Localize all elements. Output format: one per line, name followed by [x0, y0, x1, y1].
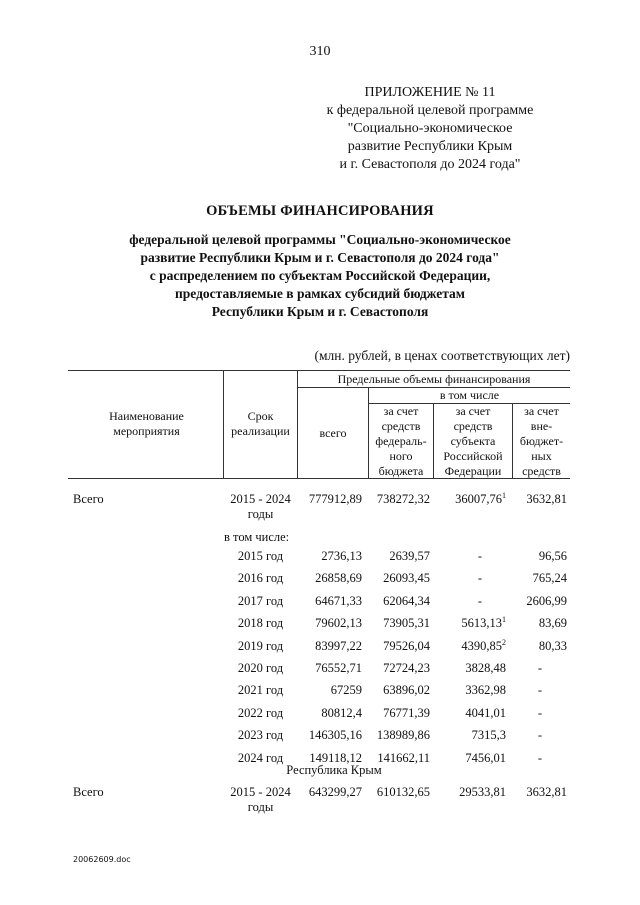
cell-year: [224, 594, 297, 609]
cell-subj: [444, 571, 516, 586]
header-subj: [434, 404, 512, 479]
header-subj-line: Федерации: [444, 464, 502, 478]
cell-value: 5613,13: [461, 616, 502, 630]
cell-extra: [513, 728, 567, 743]
cell-value: 26858,69: [315, 571, 362, 585]
cell-year: [224, 728, 297, 743]
row-name: Всего: [73, 785, 104, 799]
header-subj-line: за счет: [455, 404, 491, 418]
cell-value: 26093,45: [383, 571, 430, 585]
cell-value: 2639,57: [389, 549, 430, 563]
cell-value: -: [537, 728, 543, 742]
cell-extra: [513, 549, 567, 564]
section-crimea-label: Республика Крым: [286, 763, 382, 777]
subtitle-line-3: с распределением по субъектам Российской Федерации,: [149, 268, 491, 283]
subtitle-line-2: развитие Республики Крым и г. Севастополя до 2024 года": [140, 250, 500, 265]
cell-extra: [513, 661, 567, 676]
cell-value: -: [477, 571, 483, 585]
cell-value: 80,33: [538, 639, 567, 653]
row-total: 643299,27: [308, 785, 362, 799]
cell-subj: [434, 751, 506, 766]
header-extra-line: ных: [531, 449, 552, 463]
header-subj-line: Российской: [443, 449, 503, 463]
row-subj-value: 36007,76: [455, 492, 502, 506]
cell-total: [298, 728, 362, 743]
cell-value: 62064,34: [383, 594, 430, 608]
cell-extra: [513, 751, 567, 766]
cell-value: 79526,04: [383, 639, 430, 653]
cell-fed: [369, 639, 430, 654]
header-fed-line: средств: [381, 419, 421, 433]
document-title: ОБЪЕМЫ ФИНАНСИРОВАНИЯ: [206, 203, 434, 219]
file-name-footer: 20062609.doc: [73, 855, 131, 864]
cell-value: 2606,99: [526, 594, 567, 608]
cell-subj: [434, 728, 506, 743]
cell-year: [224, 639, 297, 654]
cell-value: 2019 год: [237, 639, 284, 653]
row-fed: 610132,65: [376, 785, 430, 799]
cell-value: 64671,33: [315, 594, 362, 608]
cell-fed: [369, 594, 430, 609]
footnote-marker: 1: [502, 490, 506, 500]
cell-value: 67259: [330, 683, 362, 697]
cell-value: 7315,3: [471, 728, 506, 742]
row-term-line-2: годы: [247, 507, 274, 521]
cell-value: 83997,22: [315, 639, 362, 653]
cell-subj: [444, 594, 516, 609]
cell-value: 2018 год: [237, 616, 284, 630]
subtitle-line-4: предоставляемые в рамках субсидий бюджетам: [174, 286, 465, 301]
cell-total: [298, 706, 362, 721]
cell-year: [224, 706, 297, 721]
cell-year: [224, 661, 297, 676]
units-note: (млн. рублей, в ценах соответствующих лет): [314, 348, 570, 363]
header-limit: Предельные объемы финансирования: [337, 372, 531, 386]
row-term-line-1: 2015 - 2024: [230, 492, 291, 506]
cell-total: [298, 639, 362, 654]
appendix-line-1: ПРИЛОЖЕНИЕ № 11: [364, 85, 496, 100]
cell-total: [298, 594, 362, 609]
cell-subj: [444, 549, 516, 564]
header-fed: [369, 404, 433, 479]
cell-extra: [513, 594, 567, 609]
incl-label: в том числе:: [224, 530, 290, 544]
row-subj: 29533,81: [459, 785, 506, 799]
cell-value: 2016 год: [237, 571, 284, 585]
cell-year: [224, 549, 297, 564]
cell-value: 2020 год: [237, 661, 284, 675]
cell-total: [298, 616, 362, 631]
row-extra: 3632,81: [526, 492, 567, 506]
header-fed-line: ного: [389, 449, 413, 463]
cell-value: -: [537, 706, 543, 720]
cell-value: 79602,13: [315, 616, 362, 630]
cell-value: 3828,48: [465, 661, 506, 675]
header-extra-line: бюджет-: [519, 434, 564, 448]
cell-extra: [513, 616, 567, 631]
header-subj-line: субъекта: [450, 434, 496, 448]
header-name-line-2: мероприятия: [113, 424, 180, 438]
appendix-line-4: развитие Республики Крым: [347, 139, 513, 154]
cell-fed: [369, 683, 430, 698]
cell-value: -: [477, 549, 483, 563]
cell-fed: [369, 706, 430, 721]
header-term: [224, 409, 297, 439]
cell-value: 2022 год: [237, 706, 284, 720]
cell-value: 96,56: [538, 549, 567, 563]
page-number: 310: [309, 44, 331, 59]
header-name: [70, 409, 223, 439]
row-fed: 738272,32: [376, 492, 430, 506]
header-fed-line: федераль-: [375, 434, 427, 448]
header-extra-line: вне-: [530, 419, 553, 433]
cell-subj: [434, 683, 506, 698]
cell-value: 76552,71: [315, 661, 362, 675]
cell-value: 2021 год: [237, 683, 284, 697]
cell-value: 73905,31: [383, 616, 430, 630]
header-subj-line: средств: [453, 419, 493, 433]
row-extra: 3632,81: [526, 785, 567, 799]
footnote-marker: 2: [502, 637, 506, 647]
cell-value: 2024 год: [237, 751, 284, 765]
cell-fed: [369, 661, 430, 676]
header-fed-line: бюджета: [378, 464, 424, 478]
header-total: всего: [319, 426, 347, 440]
header-extra-line: за счет: [524, 404, 559, 418]
cell-value: 138989,86: [376, 728, 430, 742]
cell-value: 141662,11: [377, 751, 430, 765]
cell-year: [224, 616, 297, 631]
cell-subj: [434, 661, 506, 676]
cell-value: 76771,39: [383, 706, 430, 720]
cell-total: [298, 661, 362, 676]
header-extra-line: средств: [522, 464, 561, 478]
cell-subj: [434, 616, 506, 631]
cell-subj: [434, 639, 506, 654]
row-total: 777912,89: [308, 492, 362, 506]
row-term-line-2: годы: [247, 800, 274, 814]
cell-value: 4390,85: [461, 639, 502, 653]
cell-fed: [369, 549, 430, 564]
header-term-line-1: Срок: [247, 409, 274, 423]
cell-value: 4041,01: [465, 706, 506, 720]
subtitle-line-1: федеральной целевой программы "Социально-экономическое: [129, 232, 511, 247]
cell-value: 2017 год: [237, 594, 284, 608]
header-extra: [513, 404, 570, 479]
row-term-line-1: 2015 - 2024: [230, 785, 291, 799]
cell-value: 63896,02: [383, 683, 430, 697]
appendix-line-2: к федеральной целевой программе: [326, 103, 534, 118]
cell-extra: [513, 571, 567, 586]
cell-value: 80812,4: [321, 706, 362, 720]
header-term-line-2: реализации: [231, 424, 290, 438]
subtitle-line-5: Республики Крым и г. Севастополя: [211, 304, 429, 319]
cell-value: 149118,12: [309, 751, 362, 765]
cell-total: [298, 549, 362, 564]
footnote-marker: 1: [502, 614, 506, 624]
row-subj: [434, 492, 506, 507]
cell-fed: [369, 571, 430, 586]
row-name: Всего: [73, 492, 104, 506]
cell-extra: [513, 683, 567, 698]
cell-value: 83,69: [538, 616, 567, 630]
cell-extra: [513, 706, 567, 721]
cell-value: -: [537, 751, 543, 765]
cell-value: 72724,23: [383, 661, 430, 675]
cell-value: 2023 год: [237, 728, 284, 742]
header-fed-line: за счет: [383, 404, 419, 418]
cell-value: -: [537, 683, 543, 697]
cell-value: 2736,13: [321, 549, 362, 563]
appendix-line-3: "Социально-экономическое: [347, 121, 513, 136]
cell-value: 3362,98: [465, 683, 506, 697]
cell-fed: [369, 728, 430, 743]
appendix-line-5: и г. Севастополя до 2024 года": [339, 157, 521, 172]
cell-value: 146305,16: [308, 728, 362, 742]
header-top-rule: [68, 370, 570, 371]
cell-subj: [434, 706, 506, 721]
cell-value: -: [477, 594, 483, 608]
cell-value: -: [537, 661, 543, 675]
header-name-line-1: Наименование: [109, 409, 184, 423]
cell-fed: [369, 616, 430, 631]
cell-value: 2015 год: [237, 549, 284, 563]
header-incl: в том числе: [439, 388, 500, 402]
cell-value: 7456,01: [465, 751, 506, 765]
cell-year: [224, 683, 297, 698]
cell-total: [298, 571, 362, 586]
cell-year: [224, 571, 297, 586]
cell-total: [298, 683, 362, 698]
cell-extra: [513, 639, 567, 654]
cell-value: 765,24: [532, 571, 567, 585]
